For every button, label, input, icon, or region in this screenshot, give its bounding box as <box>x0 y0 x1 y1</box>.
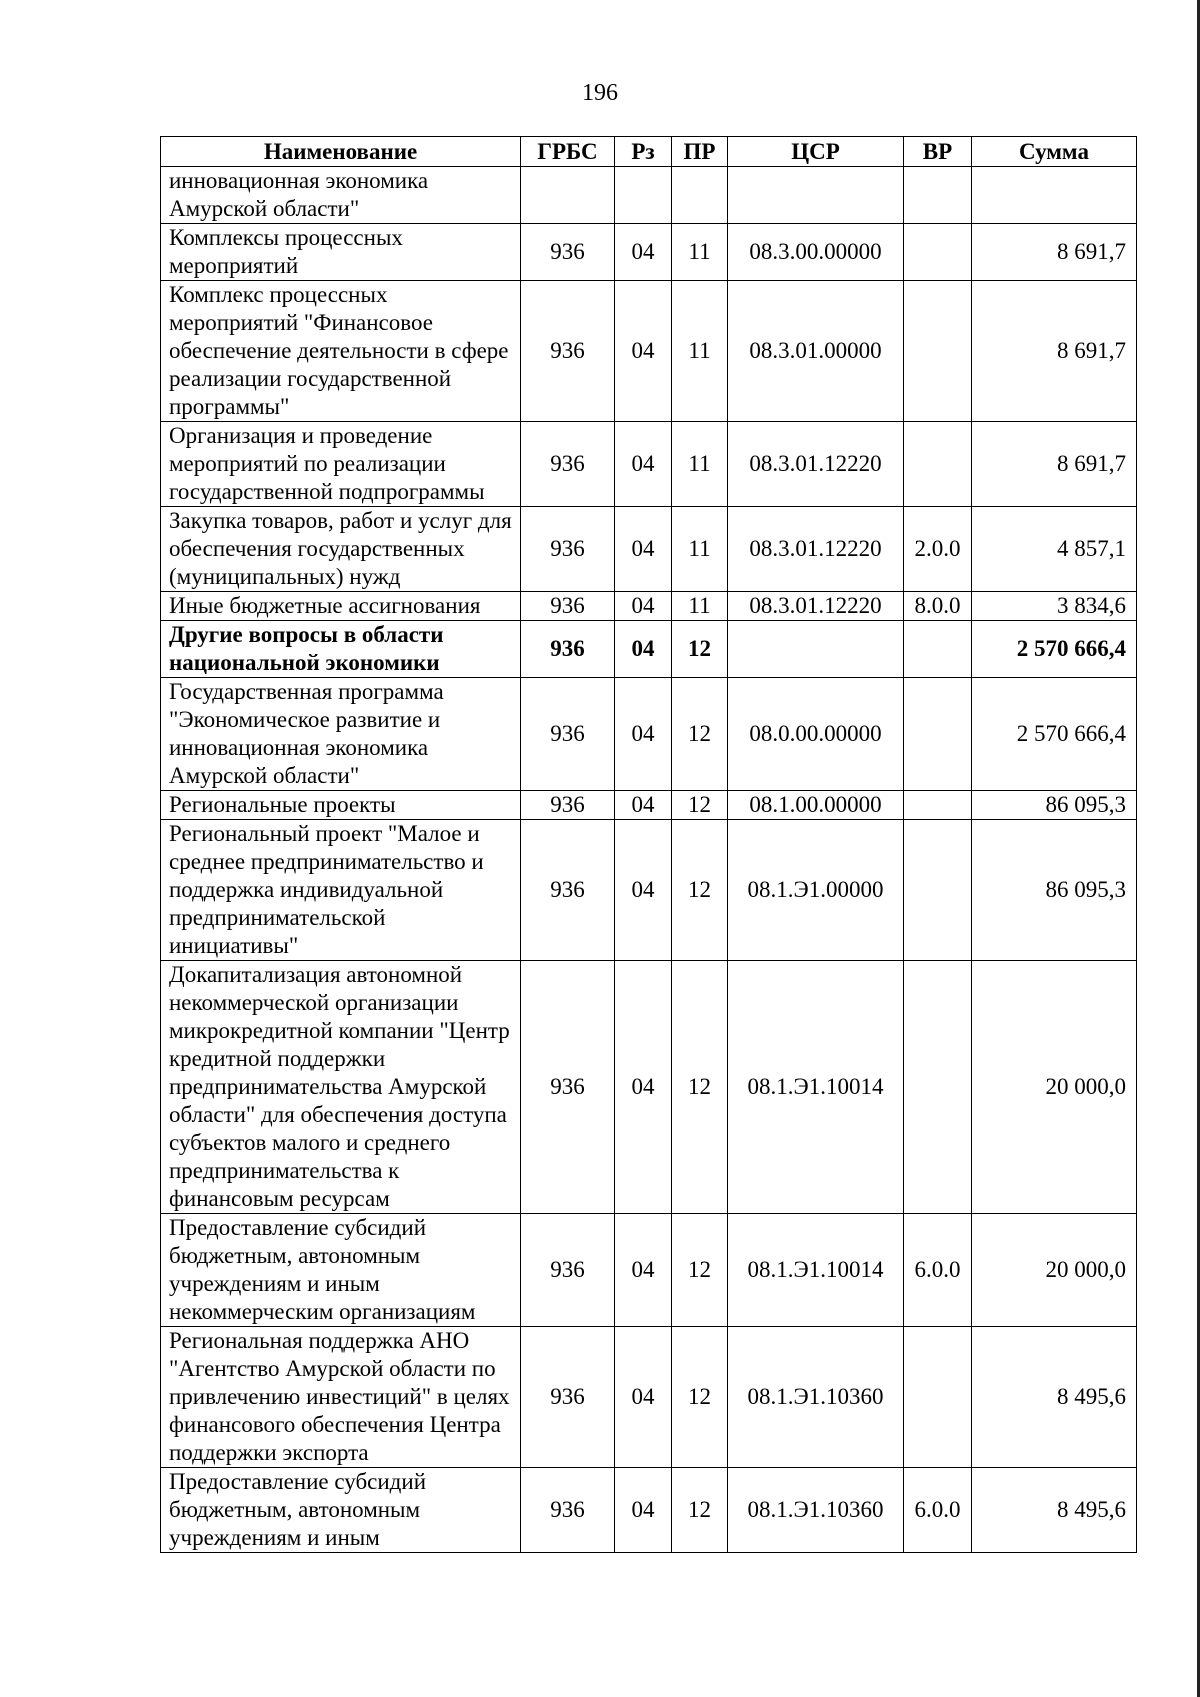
cell-sum: 2 570 666,4 <box>972 621 1137 678</box>
cell-grbs: 936 <box>521 224 615 281</box>
cell-vr <box>904 167 972 224</box>
table-row <box>161 791 1137 820</box>
header-sum: Сумма <box>972 137 1137 167</box>
cell-name: Государственная программа "Экономическое развитие и инновационная экономика Амурской области" <box>161 678 521 791</box>
cell-sum: 20 000,0 <box>972 961 1137 1214</box>
cell-rz: 04 <box>615 621 672 678</box>
table-row-section-total <box>161 621 1137 678</box>
cell-csr: 08.1.00.00000 <box>728 791 904 820</box>
table-row <box>161 224 1137 281</box>
cell-rz: 04 <box>615 1468 672 1553</box>
page-number: 196 <box>582 80 618 106</box>
cell-vr <box>904 281 972 422</box>
cell-grbs: 936 <box>521 592 615 621</box>
cell-rz: 04 <box>615 1327 672 1468</box>
cell-pr: 11 <box>672 422 728 507</box>
cell-name: инновационная экономика Амурской области" <box>161 167 521 224</box>
cell-csr <box>728 621 904 678</box>
cell-vr: 6.0.0 <box>904 1468 972 1553</box>
cell-name: Предоставление субсидий бюджетным, автономным учреждениям и иным некоммерческим организациям <box>161 1214 521 1327</box>
cell-sum <box>972 167 1137 224</box>
cell-sum: 20 000,0 <box>972 1214 1137 1327</box>
cell-name: Закупка товаров, работ и услуг для обеспечения государственных (муниципальных) нужд <box>161 507 521 592</box>
cell-pr: 11 <box>672 507 728 592</box>
cell-csr: 08.1.Э1.10014 <box>728 961 904 1214</box>
cell-csr: 08.3.01.12220 <box>728 507 904 592</box>
table-row <box>161 592 1137 621</box>
cell-pr: 11 <box>672 281 728 422</box>
cell-rz: 04 <box>615 422 672 507</box>
cell-vr <box>904 621 972 678</box>
cell-grbs: 936 <box>521 678 615 791</box>
cell-csr: 08.3.01.12220 <box>728 422 904 507</box>
cell-grbs: 936 <box>521 820 615 961</box>
table-row <box>161 1468 1137 1553</box>
cell-vr <box>904 1327 972 1468</box>
cell-grbs: 936 <box>521 281 615 422</box>
cell-csr: 08.1.Э1.00000 <box>728 820 904 961</box>
cell-name: Другие вопросы в области национальной экономики <box>161 621 521 678</box>
cell-grbs: 936 <box>521 1468 615 1553</box>
cell-sum: 86 095,3 <box>972 820 1137 961</box>
table-row <box>161 281 1137 422</box>
cell-sum: 8 495,6 <box>972 1327 1137 1468</box>
table-row <box>161 422 1137 507</box>
cell-name: Региональный проект "Малое и среднее предпринимательство и поддержка индивидуальной предпринимательской инициативы" <box>161 820 521 961</box>
cell-pr: 12 <box>672 1327 728 1468</box>
cell-rz: 04 <box>615 820 672 961</box>
cell-rz: 04 <box>615 281 672 422</box>
table-row <box>161 961 1137 1214</box>
cell-pr: 12 <box>672 1214 728 1327</box>
cell-vr <box>904 961 972 1214</box>
cell-grbs <box>521 167 615 224</box>
table-row <box>161 820 1137 961</box>
header-name: Наименование <box>161 137 521 167</box>
cell-vr <box>904 791 972 820</box>
cell-rz: 04 <box>615 224 672 281</box>
cell-vr <box>904 820 972 961</box>
cell-csr: 08.3.01.00000 <box>728 281 904 422</box>
cell-sum: 8 691,7 <box>972 224 1137 281</box>
cell-name: Организация и проведение мероприятий по реализации государственной подпрограммы <box>161 422 521 507</box>
table-row <box>161 507 1137 592</box>
cell-pr: 11 <box>672 592 728 621</box>
cell-pr <box>672 167 728 224</box>
cell-grbs: 936 <box>521 507 615 592</box>
header-vr: ВР <box>904 137 972 167</box>
cell-sum: 3 834,6 <box>972 592 1137 621</box>
cell-csr: 08.0.00.00000 <box>728 678 904 791</box>
cell-sum: 4 857,1 <box>972 507 1137 592</box>
cell-vr: 6.0.0 <box>904 1214 972 1327</box>
cell-sum: 8 691,7 <box>972 281 1137 422</box>
header-grbs: ГРБС <box>521 137 615 167</box>
cell-vr <box>904 678 972 791</box>
cell-pr: 12 <box>672 820 728 961</box>
cell-name: Докапитализация автономной некоммерческой организации микрокредитной компании "Центр кредитной поддержки предпринимательства Амурской области" для обеспечения доступа субъектов малого и среднего предпринимательства к финансовым ресурсам <box>161 961 521 1214</box>
table-row <box>161 1327 1137 1468</box>
cell-rz: 04 <box>615 678 672 791</box>
cell-pr: 12 <box>672 961 728 1214</box>
cell-rz: 04 <box>615 791 672 820</box>
cell-pr: 12 <box>672 791 728 820</box>
table-row <box>161 167 1137 224</box>
cell-name: Региональная поддержка АНО "Агентство Амурской области по привлечению инвестиций" в целях финансового обеспечения Центра поддержки экспорта <box>161 1327 521 1468</box>
cell-grbs: 936 <box>521 422 615 507</box>
cell-pr: 12 <box>672 1468 728 1553</box>
cell-vr <box>904 224 972 281</box>
cell-csr: 08.1.Э1.10360 <box>728 1327 904 1468</box>
cell-rz: 04 <box>615 1214 672 1327</box>
cell-sum: 2 570 666,4 <box>972 678 1137 791</box>
table-row <box>161 678 1137 791</box>
cell-grbs: 936 <box>521 621 615 678</box>
cell-pr: 12 <box>672 621 728 678</box>
cell-csr: 08.1.Э1.10014 <box>728 1214 904 1327</box>
cell-sum: 8 691,7 <box>972 422 1137 507</box>
cell-name: Предоставление субсидий бюджетным, автономным учреждениям и иным <box>161 1468 521 1553</box>
cell-rz <box>615 167 672 224</box>
cell-sum: 86 095,3 <box>972 791 1137 820</box>
cell-grbs: 936 <box>521 791 615 820</box>
cell-csr: 08.1.Э1.10360 <box>728 1468 904 1553</box>
cell-sum: 8 495,6 <box>972 1468 1137 1553</box>
cell-vr: 2.0.0 <box>904 507 972 592</box>
cell-name: Региональные проекты <box>161 791 521 820</box>
cell-grbs: 936 <box>521 1327 615 1468</box>
cell-name: Иные бюджетные ассигнования <box>161 592 521 621</box>
cell-name: Комплекс процессных мероприятий "Финансовое обеспечение деятельности в сфере реализации государственной программы" <box>161 281 521 422</box>
header-csr: ЦСР <box>728 137 904 167</box>
header-pr: ПР <box>672 137 728 167</box>
header-rz: Рз <box>615 137 672 167</box>
budget-table <box>160 136 1137 1553</box>
cell-rz: 04 <box>615 592 672 621</box>
cell-rz: 04 <box>615 961 672 1214</box>
cell-name: Комплексы процессных мероприятий <box>161 224 521 281</box>
cell-vr: 8.0.0 <box>904 592 972 621</box>
cell-grbs: 936 <box>521 961 615 1214</box>
table-row <box>161 1214 1137 1327</box>
cell-pr: 11 <box>672 224 728 281</box>
cell-rz: 04 <box>615 507 672 592</box>
cell-grbs: 936 <box>521 1214 615 1327</box>
cell-csr <box>728 167 904 224</box>
table-header-row <box>161 137 1137 167</box>
cell-pr: 12 <box>672 678 728 791</box>
cell-vr <box>904 422 972 507</box>
cell-csr: 08.3.01.12220 <box>728 592 904 621</box>
cell-csr: 08.3.00.00000 <box>728 224 904 281</box>
